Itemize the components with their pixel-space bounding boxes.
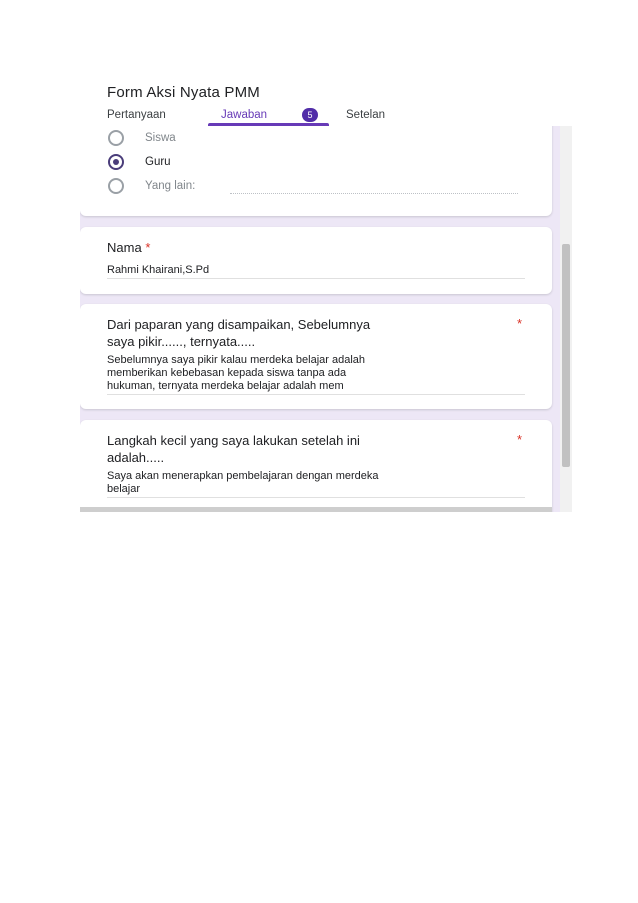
option-label: Yang lain: (145, 180, 196, 192)
form-header (80, 70, 572, 126)
question-title-line-2: saya pikir......, ternyata..... (107, 334, 256, 349)
answer-line-3: hukuman, ternyata merdeka belajar adalah mem (107, 380, 344, 392)
bottom-edge-shadow (80, 507, 552, 512)
answer-line-2: memberikan kebebasan kepada siswa tanpa ada (107, 367, 347, 379)
tab-settings[interactable]: Setelan (346, 109, 386, 121)
radio-unchecked-icon[interactable] (108, 178, 124, 194)
form-title: Form Aksi Nyata PMM (107, 84, 260, 101)
other-text-field[interactable] (230, 193, 518, 194)
responses-content (80, 126, 572, 512)
tab-responses[interactable]: Jawaban (221, 109, 268, 121)
tab-questions[interactable]: Pertanyaan (107, 109, 166, 121)
name-question-card (80, 227, 552, 294)
question-title-line-1: Langkah kecil yang saya lakukan setelah ini (107, 433, 360, 448)
option-label: Guru (145, 156, 171, 168)
scrollbar[interactable] (560, 126, 572, 512)
next-steps-question-card (80, 420, 552, 512)
question-title (107, 239, 150, 256)
scrollbar-thumb[interactable] (562, 244, 570, 467)
answer-underline (107, 278, 525, 279)
answer-text: Rahmi Khairani,S.Pd (107, 264, 210, 276)
answer-line-2: belajar (107, 483, 141, 495)
question-label: Nama (107, 240, 142, 255)
required-marker: * (517, 432, 523, 447)
required-marker: * (517, 316, 523, 331)
status-question-card (80, 126, 552, 216)
radio-unchecked-icon[interactable] (108, 130, 124, 146)
answer-underline (107, 497, 525, 498)
required-marker: * (145, 240, 151, 255)
radio-checked-icon[interactable] (108, 154, 124, 170)
answer-underline (107, 394, 525, 395)
answer-line-1: Sebelumnya saya pikir kalau merdeka belajar adalah (107, 354, 366, 366)
screenshot-frame (80, 70, 572, 512)
question-title-line-1: Dari paparan yang disampaikan, Sebelumnya (107, 317, 371, 332)
answer-line-1: Saya akan menerapkan pembelajaran dengan merdeka (107, 470, 379, 482)
question-title-line-2: adalah..... (107, 450, 165, 465)
option-label: Siswa (145, 132, 176, 144)
responses-count-badge: 5 (302, 108, 318, 122)
before-after-question-card (80, 304, 552, 409)
